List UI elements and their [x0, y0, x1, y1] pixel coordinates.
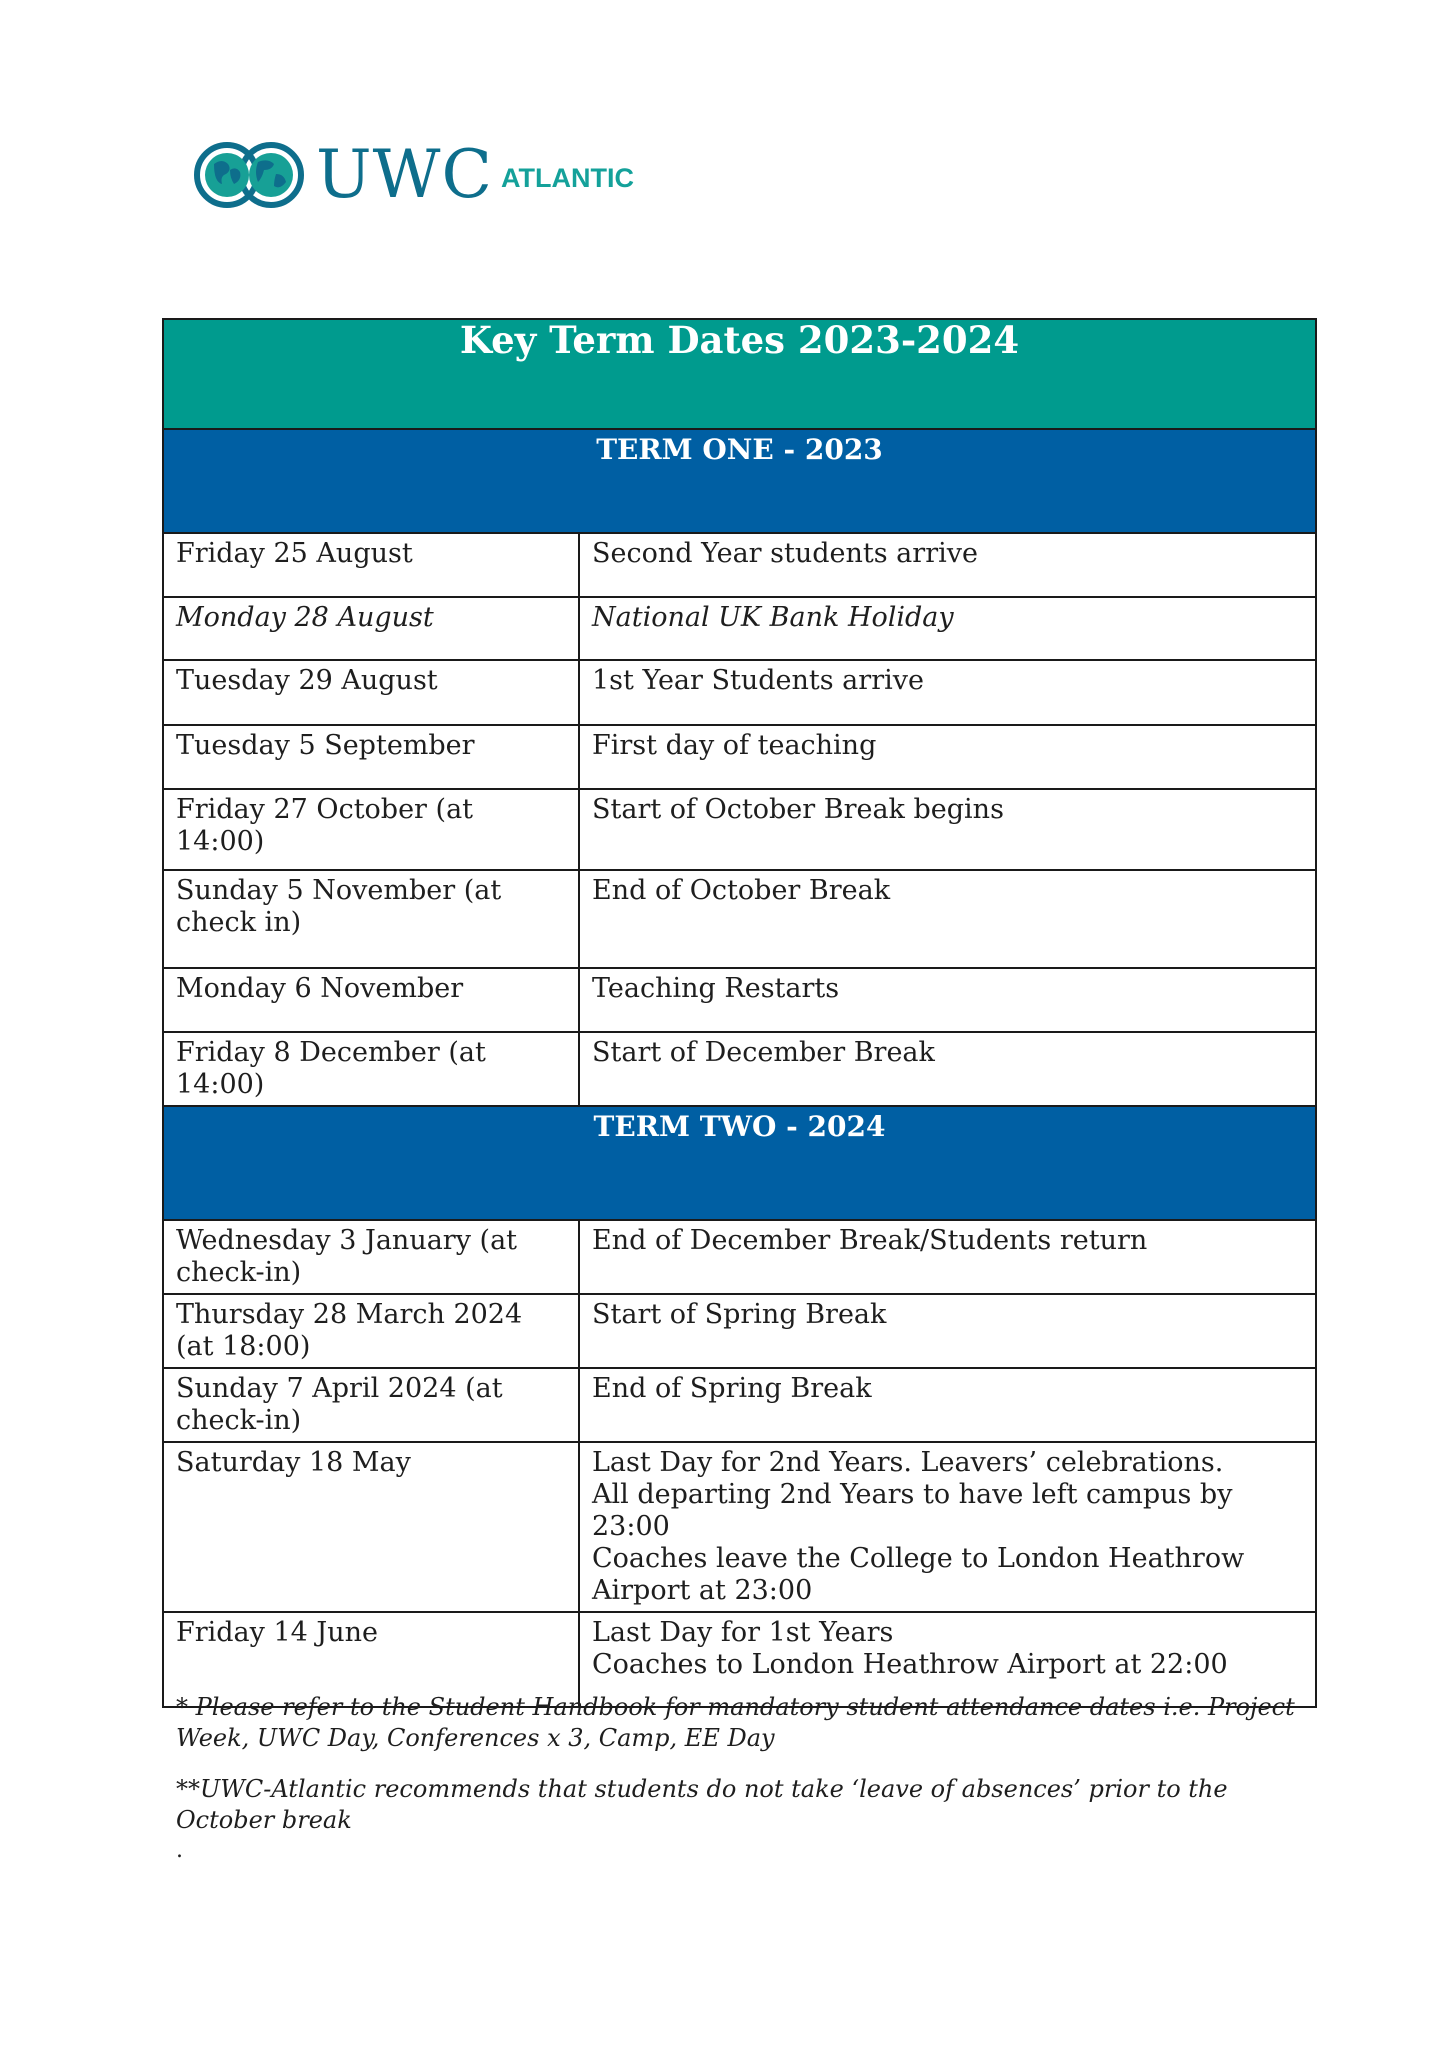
event-cell: Second Year students arrive — [579, 533, 1316, 597]
date-cell: Sunday 5 November (at check in) — [163, 870, 579, 968]
event-cell: National UK Bank Holiday — [579, 597, 1316, 660]
table-row — [163, 1368, 1316, 1442]
event-cell: First day of teaching — [579, 725, 1316, 789]
date-cell: Friday 8 December (at 14:00) — [163, 1032, 579, 1106]
event-line: Last Day for 2nd Years. Leavers’ celebrations. — [592, 1447, 1224, 1478]
table-title: Key Term Dates 2023-2024 — [163, 319, 1316, 429]
globe-rings-icon — [192, 140, 308, 210]
event-line: All departing 2nd Years to have left campus by — [592, 1479, 1233, 1510]
term-heading-row — [163, 1106, 1316, 1220]
date-cell: Sunday 7 April 2024 (at check-in) — [163, 1368, 579, 1442]
event-cell: End of Spring Break — [579, 1368, 1316, 1442]
table-row — [163, 597, 1316, 660]
date-cell: Friday 14 June — [163, 1612, 579, 1707]
table-row — [163, 870, 1316, 968]
event-line: Coaches leave the College to London Heathrow — [592, 1543, 1245, 1574]
date-cell: Monday 6 November — [163, 968, 579, 1032]
table-row — [163, 660, 1316, 725]
date-cell: Friday 25 August — [163, 533, 579, 597]
logo-uwc-text: UWC — [316, 136, 493, 213]
event-cell — [579, 1442, 1316, 1612]
table-row — [163, 968, 1316, 1032]
date-cell: Monday 28 August — [163, 597, 579, 660]
table-row — [163, 533, 1316, 597]
event-line: Coaches to London Heathrow Airport at 22:00 — [592, 1649, 1228, 1680]
date-cell: Thursday 28 March 2024 (at 18:00) — [163, 1294, 579, 1368]
term-one-heading: TERM ONE - 2023 — [163, 429, 1316, 533]
event-cell: Teaching Restarts — [579, 968, 1316, 1032]
event-cell: End of December Break/Students return — [579, 1220, 1316, 1294]
event-cell: Start of October Break begins — [579, 789, 1316, 870]
uwc-atlantic-logo — [192, 138, 634, 212]
event-cell: 1st Year Students arrive — [579, 660, 1316, 725]
term-two-heading: TERM TWO - 2024 — [163, 1106, 1316, 1220]
event-line: 23:00 — [592, 1511, 670, 1542]
footnotes — [176, 1692, 1296, 1856]
footnote-leave: **UWC-Atlantic recommends that students do not take ‘leave of absences’ prior to the October break — [176, 1775, 1228, 1834]
date-cell: Wednesday 3 January (at check-in) — [163, 1220, 579, 1294]
table-row — [163, 725, 1316, 789]
event-cell: End of October Break — [579, 870, 1316, 968]
date-cell: Friday 27 October (at 14:00) — [163, 789, 579, 870]
logo-atlantic-text: ATLANTIC — [500, 162, 634, 193]
date-cell: Saturday 18 May — [163, 1442, 579, 1612]
table-row — [163, 1220, 1316, 1294]
event-line: Airport at 23:00 — [592, 1575, 813, 1606]
date-cell: Tuesday 29 August — [163, 660, 579, 725]
table-row — [163, 1294, 1316, 1368]
table-row — [163, 1032, 1316, 1106]
table-row — [163, 789, 1316, 870]
event-cell: Start of December Break — [579, 1032, 1316, 1106]
event-cell: Start of Spring Break — [579, 1294, 1316, 1368]
term-heading-row — [163, 429, 1316, 533]
key-term-dates-table — [162, 318, 1317, 1708]
table-row — [163, 1442, 1316, 1612]
event-line: Last Day for 1st Years — [592, 1617, 894, 1648]
footnote-attendance: * Please refer to the Student Handbook for mandatory student attendance dates i.e. Project Week, UWC Day, Conferences x 3, Camp, EE Day — [176, 1693, 1295, 1752]
table-title-row — [163, 319, 1316, 429]
trailing-mark: . — [176, 1838, 183, 1863]
date-cell: Tuesday 5 September — [163, 725, 579, 789]
